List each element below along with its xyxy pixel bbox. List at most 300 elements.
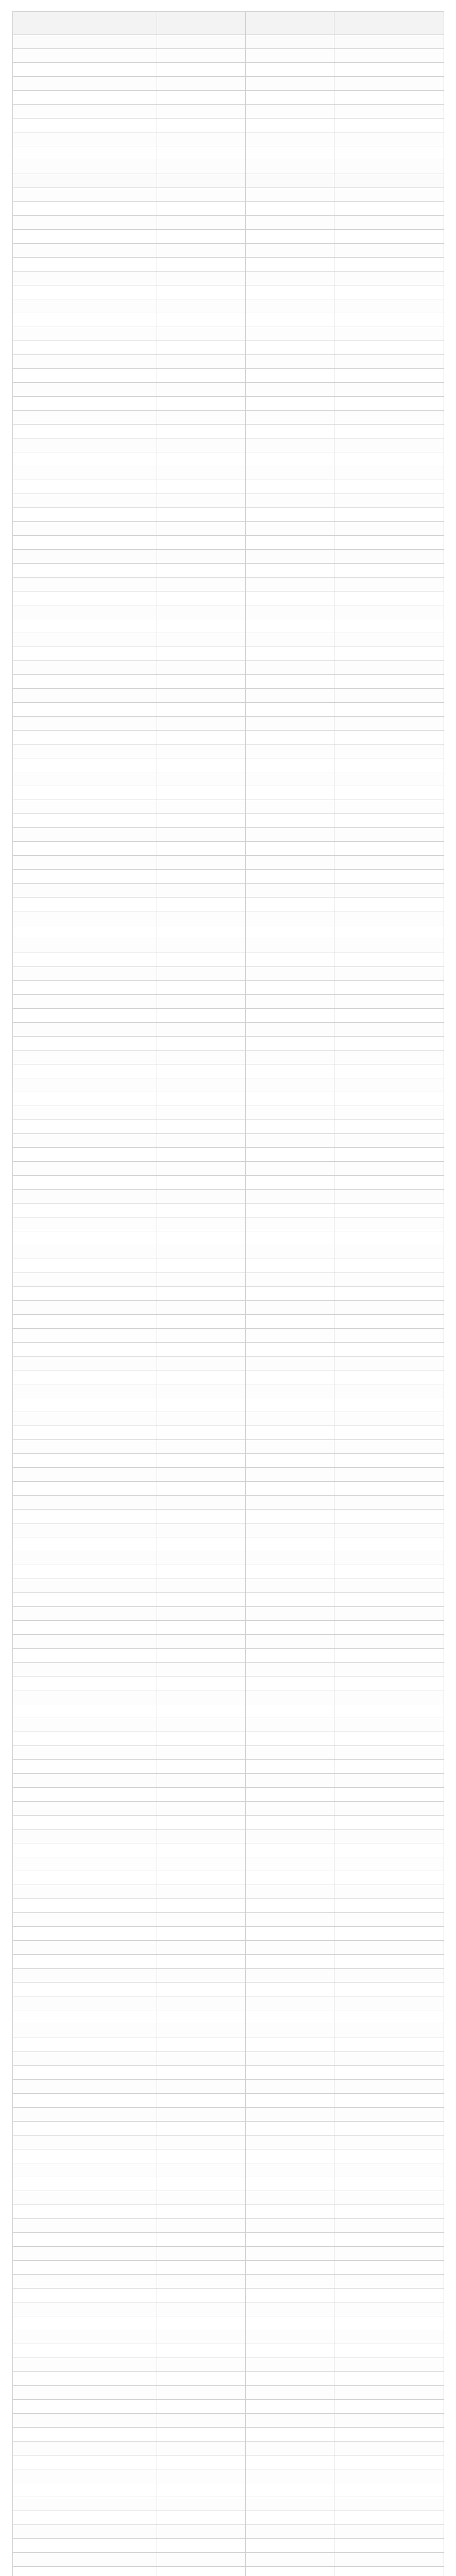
table-row xyxy=(13,2247,444,2261)
row-cumulative-value xyxy=(246,536,334,550)
row-yoy-value xyxy=(334,1468,444,1482)
row-label xyxy=(13,1440,157,1454)
table-row xyxy=(13,564,444,578)
row-label xyxy=(13,2052,157,2066)
row-month-value xyxy=(157,1301,246,1315)
row-cumulative-value xyxy=(246,2358,334,2372)
row-label xyxy=(13,1231,157,1245)
table-row xyxy=(13,522,444,536)
row-month-value xyxy=(157,188,246,202)
row-cumulative-value xyxy=(246,466,334,480)
row-label xyxy=(13,1579,157,1593)
table-row xyxy=(13,1370,444,1384)
row-label xyxy=(13,2567,157,2576)
row-label xyxy=(13,1343,157,1357)
row-month-value xyxy=(157,425,246,438)
row-month-value xyxy=(157,174,246,188)
row-cumulative-value xyxy=(246,2024,334,2038)
row-label xyxy=(13,202,157,216)
row-month-value xyxy=(157,1315,246,1329)
row-label xyxy=(13,2066,157,2080)
row-label xyxy=(13,1301,157,1315)
row-cumulative-value xyxy=(246,1523,334,1537)
row-yoy-value xyxy=(334,508,444,522)
row-month-value xyxy=(157,1537,246,1551)
row-cumulative-value xyxy=(246,383,334,397)
row-label xyxy=(13,2400,157,2414)
row-yoy-value xyxy=(334,2414,444,2428)
row-cumulative-value xyxy=(246,717,334,731)
row-yoy-value xyxy=(334,2205,444,2219)
table-row xyxy=(13,1927,444,1941)
row-month-value xyxy=(157,2024,246,2038)
table-row xyxy=(13,1064,444,1078)
row-yoy-value xyxy=(334,285,444,299)
row-cumulative-value xyxy=(246,1231,334,1245)
row-cumulative-value xyxy=(246,1106,334,1120)
row-month-value xyxy=(157,1106,246,1120)
row-cumulative-value xyxy=(246,1704,334,1718)
row-month-value xyxy=(157,258,246,272)
row-label xyxy=(13,1496,157,1510)
row-cumulative-value xyxy=(246,2177,334,2191)
row-month-value xyxy=(157,244,246,258)
row-month-value xyxy=(157,35,246,49)
row-month-value xyxy=(157,1023,246,1037)
table-row xyxy=(13,2539,444,2553)
row-label xyxy=(13,1454,157,1468)
row-yoy-value xyxy=(334,494,444,508)
row-month-value xyxy=(157,1287,246,1301)
row-label xyxy=(13,411,157,425)
row-label xyxy=(13,2205,157,2219)
row-cumulative-value xyxy=(246,244,334,258)
row-month-value xyxy=(157,800,246,814)
row-label xyxy=(13,1287,157,1301)
table-row xyxy=(13,1579,444,1593)
row-month-value xyxy=(157,2066,246,2080)
table-row xyxy=(13,800,444,814)
row-label xyxy=(13,285,157,299)
row-label xyxy=(13,1551,157,1565)
row-yoy-value xyxy=(334,911,444,925)
table-row xyxy=(13,411,444,425)
row-month-value xyxy=(157,2219,246,2233)
row-cumulative-value xyxy=(246,619,334,633)
table-row xyxy=(13,2330,444,2344)
row-label xyxy=(13,77,157,91)
row-cumulative-value xyxy=(246,953,334,967)
row-cumulative-value xyxy=(246,2233,334,2247)
table-row xyxy=(13,272,444,285)
row-label xyxy=(13,550,157,564)
row-label xyxy=(13,1690,157,1704)
row-label xyxy=(13,536,157,550)
row-cumulative-value xyxy=(246,1217,334,1231)
row-label xyxy=(13,1064,157,1078)
row-label xyxy=(13,925,157,939)
row-month-value xyxy=(157,1037,246,1050)
row-month-value xyxy=(157,2386,246,2400)
row-label xyxy=(13,731,157,744)
row-cumulative-value xyxy=(246,480,334,494)
row-yoy-value xyxy=(334,341,444,355)
row-month-value xyxy=(157,550,246,564)
row-label xyxy=(13,2108,157,2122)
row-label xyxy=(13,2344,157,2358)
table-row xyxy=(13,2483,444,2497)
row-cumulative-value xyxy=(246,1468,334,1482)
row-label xyxy=(13,1857,157,1871)
row-month-value xyxy=(157,1092,246,1106)
row-label xyxy=(13,1078,157,1092)
row-month-value xyxy=(157,1370,246,1384)
row-label xyxy=(13,258,157,272)
row-cumulative-value xyxy=(246,438,334,452)
row-label xyxy=(13,452,157,466)
row-month-value xyxy=(157,1343,246,1357)
row-label xyxy=(13,1092,157,1106)
table-row xyxy=(13,2344,444,2358)
row-month-value xyxy=(157,1913,246,1927)
row-label xyxy=(13,800,157,814)
row-label xyxy=(13,1871,157,1885)
table-row xyxy=(13,2400,444,2414)
table-row xyxy=(13,355,444,369)
row-label xyxy=(13,2302,157,2316)
table-row xyxy=(13,1412,444,1426)
row-label xyxy=(13,884,157,897)
row-month-value xyxy=(157,1468,246,1482)
row-cumulative-value xyxy=(246,63,334,77)
table-row xyxy=(13,1969,444,1982)
table-row xyxy=(13,1635,444,1649)
table-row xyxy=(13,1357,444,1370)
table-row xyxy=(13,1621,444,1635)
row-cumulative-value xyxy=(246,1996,334,2010)
table-row xyxy=(13,2261,444,2275)
table-row xyxy=(13,2414,444,2428)
table-row xyxy=(13,2038,444,2052)
row-yoy-value xyxy=(334,77,444,91)
row-yoy-value xyxy=(334,2455,444,2469)
row-month-value xyxy=(157,1050,246,1064)
row-month-value xyxy=(157,1384,246,1398)
table-row xyxy=(13,1245,444,1259)
row-label xyxy=(13,578,157,591)
table-row xyxy=(13,2525,444,2539)
table-row xyxy=(13,2553,444,2567)
row-yoy-value xyxy=(334,1412,444,1426)
row-month-value xyxy=(157,452,246,466)
row-cumulative-value xyxy=(246,1496,334,1510)
row-yoy-value xyxy=(334,105,444,118)
row-cumulative-value xyxy=(246,1023,334,1037)
row-yoy-value xyxy=(334,1871,444,1885)
row-cumulative-value xyxy=(246,1621,334,1635)
row-cumulative-value xyxy=(246,216,334,230)
row-label xyxy=(13,1468,157,1482)
row-month-value xyxy=(157,369,246,383)
row-yoy-value xyxy=(334,1579,444,1593)
row-yoy-value xyxy=(334,160,444,174)
row-month-value xyxy=(157,1357,246,1370)
row-month-value xyxy=(157,1690,246,1704)
table-row xyxy=(13,1023,444,1037)
row-month-value xyxy=(157,438,246,452)
row-cumulative-value xyxy=(246,1663,334,1676)
row-month-value xyxy=(157,494,246,508)
row-month-value xyxy=(157,2483,246,2497)
row-month-value xyxy=(157,591,246,605)
row-yoy-value xyxy=(334,411,444,425)
table-row xyxy=(13,2455,444,2469)
table-row xyxy=(13,77,444,91)
row-cumulative-value xyxy=(246,2414,334,2428)
row-yoy-value xyxy=(334,1941,444,1955)
row-month-value xyxy=(157,619,246,633)
table-row xyxy=(13,1565,444,1579)
row-yoy-value xyxy=(334,2149,444,2163)
table-row xyxy=(13,605,444,619)
row-month-value xyxy=(157,1676,246,1690)
table-row xyxy=(13,1649,444,1663)
header-label xyxy=(13,12,157,35)
row-month-value xyxy=(157,1148,246,1162)
row-yoy-value xyxy=(334,1315,444,1329)
row-yoy-value xyxy=(334,1732,444,1746)
row-month-value xyxy=(157,2261,246,2275)
row-cumulative-value xyxy=(246,1899,334,1913)
row-label xyxy=(13,2525,157,2539)
table-row xyxy=(13,299,444,313)
row-month-value xyxy=(157,717,246,731)
row-cumulative-value xyxy=(246,897,334,911)
table-row xyxy=(13,2177,444,2191)
row-cumulative-value xyxy=(246,77,334,91)
row-yoy-value xyxy=(334,1788,444,1802)
row-label xyxy=(13,2469,157,2483)
row-cumulative-value xyxy=(246,578,334,591)
row-cumulative-value xyxy=(246,105,334,118)
row-month-value xyxy=(157,1162,246,1176)
row-label xyxy=(13,216,157,230)
table-row xyxy=(13,313,444,327)
row-cumulative-value xyxy=(246,2247,334,2261)
row-month-value xyxy=(157,786,246,800)
row-yoy-value xyxy=(334,550,444,564)
row-label xyxy=(13,1523,157,1537)
row-label xyxy=(13,911,157,925)
row-label xyxy=(13,1788,157,1802)
row-yoy-value xyxy=(334,2511,444,2525)
row-yoy-value xyxy=(334,2289,444,2302)
row-month-value xyxy=(157,1412,246,1426)
row-cumulative-value xyxy=(246,772,334,786)
row-yoy-value xyxy=(334,132,444,146)
row-cumulative-value xyxy=(246,2163,334,2177)
row-month-value xyxy=(157,842,246,856)
row-yoy-value xyxy=(334,2122,444,2136)
row-cumulative-value xyxy=(246,1301,334,1315)
table-row xyxy=(13,1732,444,1746)
row-yoy-value xyxy=(334,2094,444,2108)
row-label xyxy=(13,2275,157,2289)
row-yoy-value xyxy=(334,995,444,1009)
row-cumulative-value xyxy=(246,911,334,925)
row-yoy-value xyxy=(334,661,444,675)
table-row xyxy=(13,1663,444,1676)
table-row xyxy=(13,2191,444,2205)
row-yoy-value xyxy=(334,2108,444,2122)
row-month-value xyxy=(157,828,246,842)
row-yoy-value xyxy=(334,967,444,981)
row-cumulative-value xyxy=(246,2316,334,2330)
table-row xyxy=(13,536,444,550)
row-yoy-value xyxy=(334,438,444,452)
row-month-value xyxy=(157,884,246,897)
row-yoy-value xyxy=(334,1106,444,1120)
row-yoy-value xyxy=(334,1927,444,1941)
row-month-value xyxy=(157,1259,246,1273)
row-month-value xyxy=(157,2414,246,2428)
row-label xyxy=(13,299,157,313)
table-row xyxy=(13,772,444,786)
table-row xyxy=(13,1078,444,1092)
row-yoy-value xyxy=(334,536,444,550)
row-month-value xyxy=(157,911,246,925)
row-label xyxy=(13,2428,157,2442)
row-cumulative-value xyxy=(246,146,334,160)
row-cumulative-value xyxy=(246,1426,334,1440)
row-month-value xyxy=(157,202,246,216)
row-yoy-value xyxy=(334,2400,444,2414)
row-month-value xyxy=(157,1857,246,1871)
row-month-value xyxy=(157,1982,246,1996)
table-row xyxy=(13,2289,444,2302)
row-cumulative-value xyxy=(246,522,334,536)
row-label xyxy=(13,2455,157,2469)
row-month-value xyxy=(157,2316,246,2330)
row-label xyxy=(13,494,157,508)
row-yoy-value xyxy=(334,2247,444,2261)
row-label xyxy=(13,146,157,160)
row-yoy-value xyxy=(334,703,444,717)
table-row xyxy=(13,1829,444,1843)
row-month-value xyxy=(157,1649,246,1663)
row-label xyxy=(13,1885,157,1899)
row-cumulative-value xyxy=(246,188,334,202)
row-yoy-value xyxy=(334,1649,444,1663)
table-row xyxy=(13,1718,444,1732)
row-yoy-value xyxy=(334,828,444,842)
row-cumulative-value xyxy=(246,1746,334,1760)
row-label xyxy=(13,1829,157,1843)
row-month-value xyxy=(157,1217,246,1231)
table-row xyxy=(13,1899,444,1913)
row-month-value xyxy=(157,1663,246,1676)
table-row xyxy=(13,327,444,341)
table-header-row xyxy=(13,12,444,35)
row-cumulative-value xyxy=(246,2205,334,2219)
row-month-value xyxy=(157,675,246,689)
row-label xyxy=(13,63,157,77)
row-cumulative-value xyxy=(246,2428,334,2442)
row-cumulative-value xyxy=(246,118,334,132)
row-label xyxy=(13,2136,157,2149)
row-cumulative-value xyxy=(246,1259,334,1273)
row-label xyxy=(13,1009,157,1023)
row-month-value xyxy=(157,327,246,341)
row-cumulative-value xyxy=(246,661,334,675)
row-cumulative-value xyxy=(246,1982,334,1996)
row-month-value xyxy=(157,1454,246,1468)
row-cumulative-value xyxy=(246,258,334,272)
row-cumulative-value xyxy=(246,2442,334,2455)
row-cumulative-value xyxy=(246,1482,334,1496)
row-month-value xyxy=(157,1510,246,1523)
row-cumulative-value xyxy=(246,1343,334,1357)
row-label xyxy=(13,1134,157,1148)
table-row xyxy=(13,202,444,216)
row-cumulative-value xyxy=(246,1676,334,1690)
row-label xyxy=(13,1037,157,1050)
row-month-value xyxy=(157,2372,246,2386)
table-row xyxy=(13,1273,444,1287)
row-month-value xyxy=(157,967,246,981)
row-cumulative-value xyxy=(246,939,334,953)
row-cumulative-value xyxy=(246,397,334,411)
row-label xyxy=(13,619,157,633)
row-label xyxy=(13,633,157,647)
row-month-value xyxy=(157,77,246,91)
table-row xyxy=(13,438,444,452)
row-month-value xyxy=(157,63,246,77)
row-yoy-value xyxy=(334,2010,444,2024)
row-yoy-value xyxy=(334,480,444,494)
row-month-value xyxy=(157,397,246,411)
table-row xyxy=(13,1885,444,1899)
row-yoy-value xyxy=(334,633,444,647)
row-cumulative-value xyxy=(246,272,334,285)
row-yoy-value xyxy=(334,772,444,786)
row-yoy-value xyxy=(334,35,444,49)
row-month-value xyxy=(157,2344,246,2358)
row-label xyxy=(13,2191,157,2205)
row-label xyxy=(13,1816,157,1829)
row-cumulative-value xyxy=(246,870,334,884)
row-cumulative-value xyxy=(246,411,334,425)
row-yoy-value xyxy=(334,2567,444,2576)
row-yoy-value xyxy=(334,313,444,327)
row-cumulative-value xyxy=(246,35,334,49)
row-label xyxy=(13,1329,157,1343)
table-row xyxy=(13,981,444,995)
row-label xyxy=(13,2497,157,2511)
row-cumulative-value xyxy=(246,1816,334,1829)
table-row xyxy=(13,369,444,383)
row-month-value xyxy=(157,995,246,1009)
row-label xyxy=(13,1204,157,1217)
row-yoy-value xyxy=(334,2469,444,2483)
table-row xyxy=(13,2233,444,2247)
table-row xyxy=(13,633,444,647)
table-row xyxy=(13,480,444,494)
row-yoy-value xyxy=(334,425,444,438)
row-month-value xyxy=(157,2010,246,2024)
row-month-value xyxy=(157,536,246,550)
row-label xyxy=(13,188,157,202)
